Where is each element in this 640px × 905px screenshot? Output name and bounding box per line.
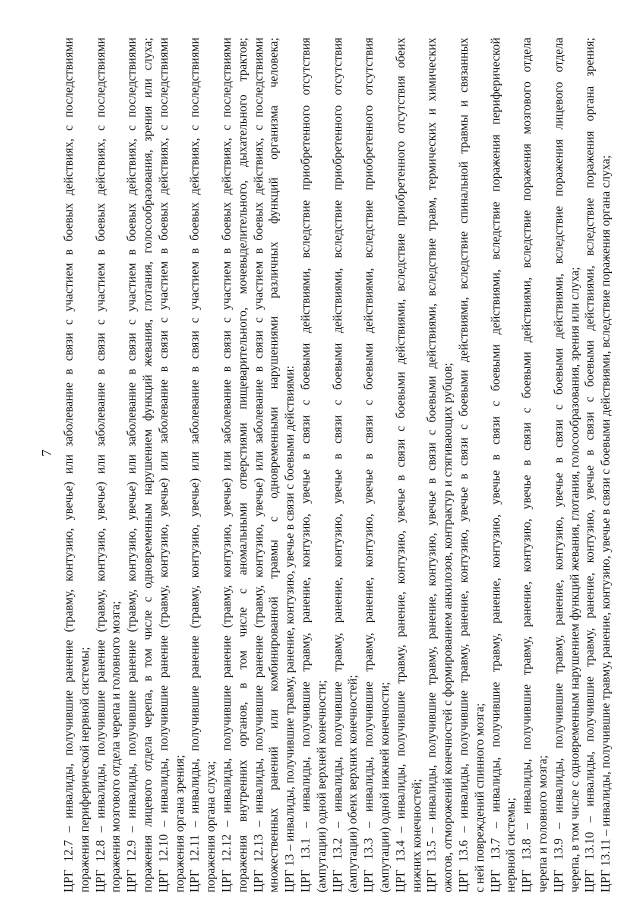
text-line: поражения мозгового отдела черепа и головного мозга; — [108, 600, 123, 893]
text-line: (ампутации) одной верхней конечности; — [313, 680, 328, 893]
text-line: ЦРГ 13.6 – инвалиды, получившие травму, ранение, контузию, увечье в связи с боевыми действиями, вследствие спинальной травмы и связанных — [455, 37, 470, 893]
rotated-text-block — [61, 37, 613, 893]
text-line: с ней повреждений спинного мозга; — [471, 703, 486, 893]
text-line: нервной системы; — [503, 797, 518, 893]
text-line: ЦРГ 12.12 – инвалиды, получившие ранение (травму, контузию, увечье) или заболевание в связи с участием в боевых действиях, с последствиями — [218, 37, 233, 893]
text-line: ЦРГ 12.11 – инвалиды, получившие ранение (травму, контузию, увечье) или заболевание в связи с участием в боевых действиях, с последствиями — [187, 37, 202, 893]
text-line: ЦРГ 12.7 – инвалиды, получившие ранение (травму, контузию, увечье) или заболевание в связи с участием в боевых действиях, с последствиями — [61, 37, 75, 893]
text-line: ЦРГ 12.13 – инвалиды, получившие ранение (травму, контузию, увечье) или заболевание в связи с участием в боевых действиях, с последствиями — [250, 37, 265, 893]
text-line: ЦРГ 13.7 – инвалиды, получившие травму, ранение, контузию, увечье в связи с боевыми действиями, вследствие поражения периферической — [487, 37, 502, 893]
text-line: черепа, в том числе с одновременным нарушением функций жевания, глотания, голосообразования, зрения или слуха; — [566, 266, 581, 893]
text-line: поражения внутренних органов, в том числе с аномальными отверстиями пищеварительного, мочевыделительного, дыхательного трактов; — [234, 37, 249, 893]
text-line: ЦРГ 13 – инвалиды, получившие травму, ранение, контузию, увечье в связи с боевыми действиями: — [282, 365, 297, 893]
text-line: ЦРГ 12.10 – инвалиды, получившие ранение (травму, контузию, увечье) или заболевание в связи с участием в боевых действиях, с последствиями — [155, 37, 170, 893]
text-line: ожогов, отморожений конечностей с формированием анкилозов, контрактур и стягивающих рубцов; — [440, 362, 455, 893]
text-line: ЦРГ 13.10 – инвалиды, получившие травму, ранение, контузию, увечье в связи с боевыми действиями, вследствие поражения органа зрения; — [582, 37, 597, 893]
text-line: поражения органа зрения; — [171, 754, 186, 893]
text-line: ЦРГ 13.2 – инвалиды, получившие травму, ранение, контузию, увечье в связи с боевыми действиями, вследствие приобретенного отсутствия — [329, 37, 344, 893]
text-line: ЦРГ 13.5 – инвалиды, получившие травму, ранение, контузию, увечье в связи с боевыми действиями, вследствие травм, термических и химических — [424, 37, 439, 893]
text-line: черепа и головного мозга; — [534, 755, 549, 893]
text-line: ЦРГ 13.11 – инвалиды, получившие травму, ранение, контузию, увечье в связи с боевыми действиями, вследствие поражения органа слуха; — [598, 155, 613, 893]
text-line: множественных ранений или комбинированной травмы с одновременными нарушениями различных функций организма человека; — [266, 37, 281, 893]
text-line: поражения органа слуха; — [203, 760, 218, 893]
text-line: ЦРГ 13.8 – инвалиды, получившие травму, ранение, контузию, увечье в связи с боевыми действиями, вследствие поражения мозгового отдела — [519, 37, 534, 893]
text-line: ЦРГ 12.9 – инвалиды, получившие ранение (травму, контузию, увечье) или заболевание в связи с участием в боевых действиях, с последствиями — [124, 37, 139, 893]
page-number: 7 — [40, 449, 55, 457]
text-line: поражения лицевого отдела черепа, в том числе с одновременным нарушением функций жевания, глотания, голосообразования, зрения или слуха; — [139, 37, 154, 893]
text-line: (ампутации) обеих верхних конечностей; — [345, 674, 360, 893]
text-line: ЦРГ 13.1 – инвалиды, получившие травму, ранение, контузию, увечье в связи с боевыми действиями, вследствие приобретенного отсутствия — [297, 37, 312, 893]
text-line: (ампутации) одной нижней конечности; — [376, 681, 391, 893]
text-line: ЦРГ 13.9 – инвалиды, получившие травму, ранение, контузию, увечье в связи с боевыми действиями, вследствие поражения лицевого отдела — [550, 37, 565, 893]
text-line: нижних конечностей; — [408, 778, 423, 893]
text-line: ЦРГ 13.4 – инвалиды, получившие травму, ранение, контузию, увечье в связи с боевыми действиями, вследствие приобретенного отсутствия обеих — [392, 37, 407, 893]
text-line: ЦРГ 13.3 – инвалиды, получившие травму, ранение, контузию, увечье в связи с боевыми действиями, вследствие приобретенного отсутствия — [361, 37, 376, 893]
text-line: поражения периферической нервной системы; — [76, 646, 91, 893]
text-line: ЦРГ 12.8 – инвалиды, получившие ранение (травму, контузию, увечье) или заболевание в связи с участием в боевых действиях, с последствиями — [92, 37, 107, 893]
